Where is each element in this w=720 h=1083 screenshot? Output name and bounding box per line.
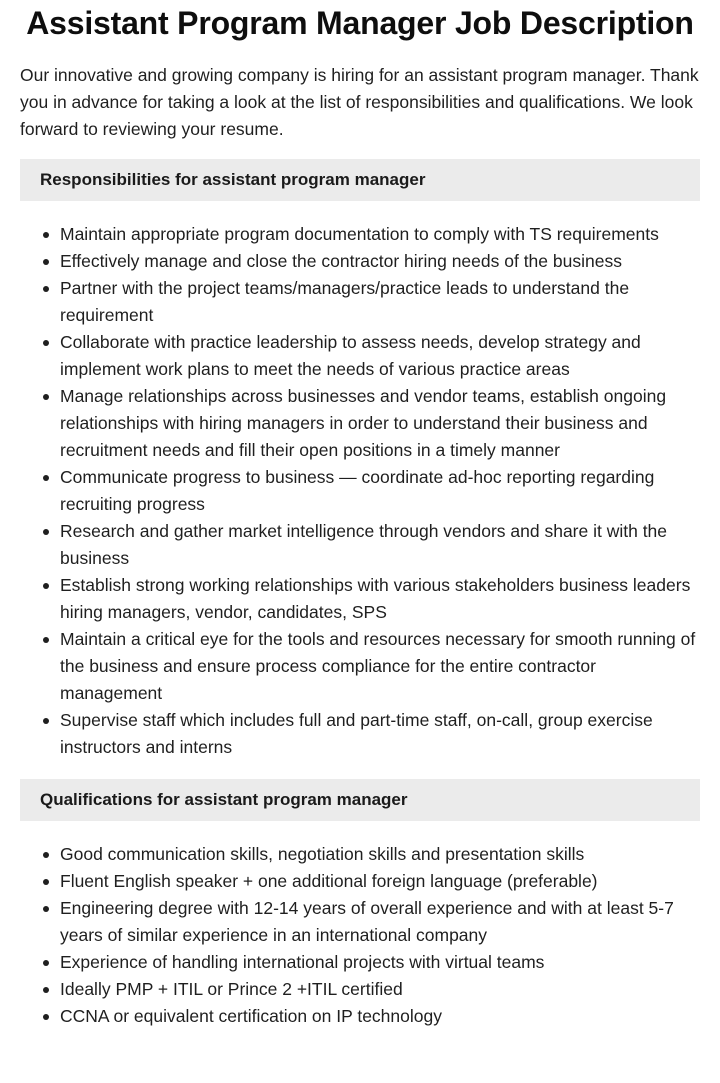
list-item: CCNA or equivalent certification on IP technology	[60, 1003, 700, 1030]
list-item: Ideally PMP + ITIL or Prince 2 +ITIL certified	[60, 976, 700, 1003]
intro-paragraph: Our innovative and growing company is hiring for an assistant program manager. Thank you in advance for taking a look at the list of responsibilities and qualifications. We look forward to reviewing your resume.	[20, 65, 699, 139]
list-item: Engineering degree with 12-14 years of overall experience and with at least 5-7 years of similar experience in an international company	[60, 895, 700, 949]
list-item: Experience of handling international projects with virtual teams	[60, 949, 700, 976]
list-item: Good communication skills, negotiation skills and presentation skills	[60, 841, 700, 868]
list-item: Manage relationships across businesses and vendor teams, establish ongoing relationships with hiring managers in order to understand their business and recruitment needs and fill their open positions in a timely manner	[60, 383, 700, 464]
list-item: Fluent English speaker + one additional foreign language (preferable)	[60, 868, 700, 895]
responsibilities-heading: Responsibilities for assistant program manager	[20, 159, 700, 201]
list-item: Effectively manage and close the contractor hiring needs of the business	[60, 248, 700, 275]
list-item: Partner with the project teams/managers/practice leads to understand the requirement	[60, 275, 700, 329]
list-item: Communicate progress to business — coordinate ad-hoc reporting regarding recruiting progress	[60, 464, 700, 518]
list-item: Maintain a critical eye for the tools and resources necessary for smooth running of the business and ensure process compliance for the entire contractor management	[60, 626, 700, 707]
list-item: Collaborate with practice leadership to assess needs, develop strategy and implement work plans to meet the needs of various practice areas	[60, 329, 700, 383]
page-title: Assistant Program Manager Job Description	[26, 5, 694, 41]
qualifications-heading: Qualifications for assistant program manager	[20, 779, 700, 821]
list-item: Maintain appropriate program documentation to comply with TS requirements	[60, 221, 700, 248]
responsibilities-list	[20, 221, 700, 761]
list-item: Establish strong working relationships with various stakeholders business leaders hiring managers, vendor, candidates, SPS	[60, 572, 700, 626]
list-item: Supervise staff which includes full and part-time staff, on-call, group exercise instructors and interns	[60, 707, 700, 761]
list-item: Research and gather market intelligence through vendors and share it with the business	[60, 518, 700, 572]
qualifications-list	[20, 841, 700, 1030]
